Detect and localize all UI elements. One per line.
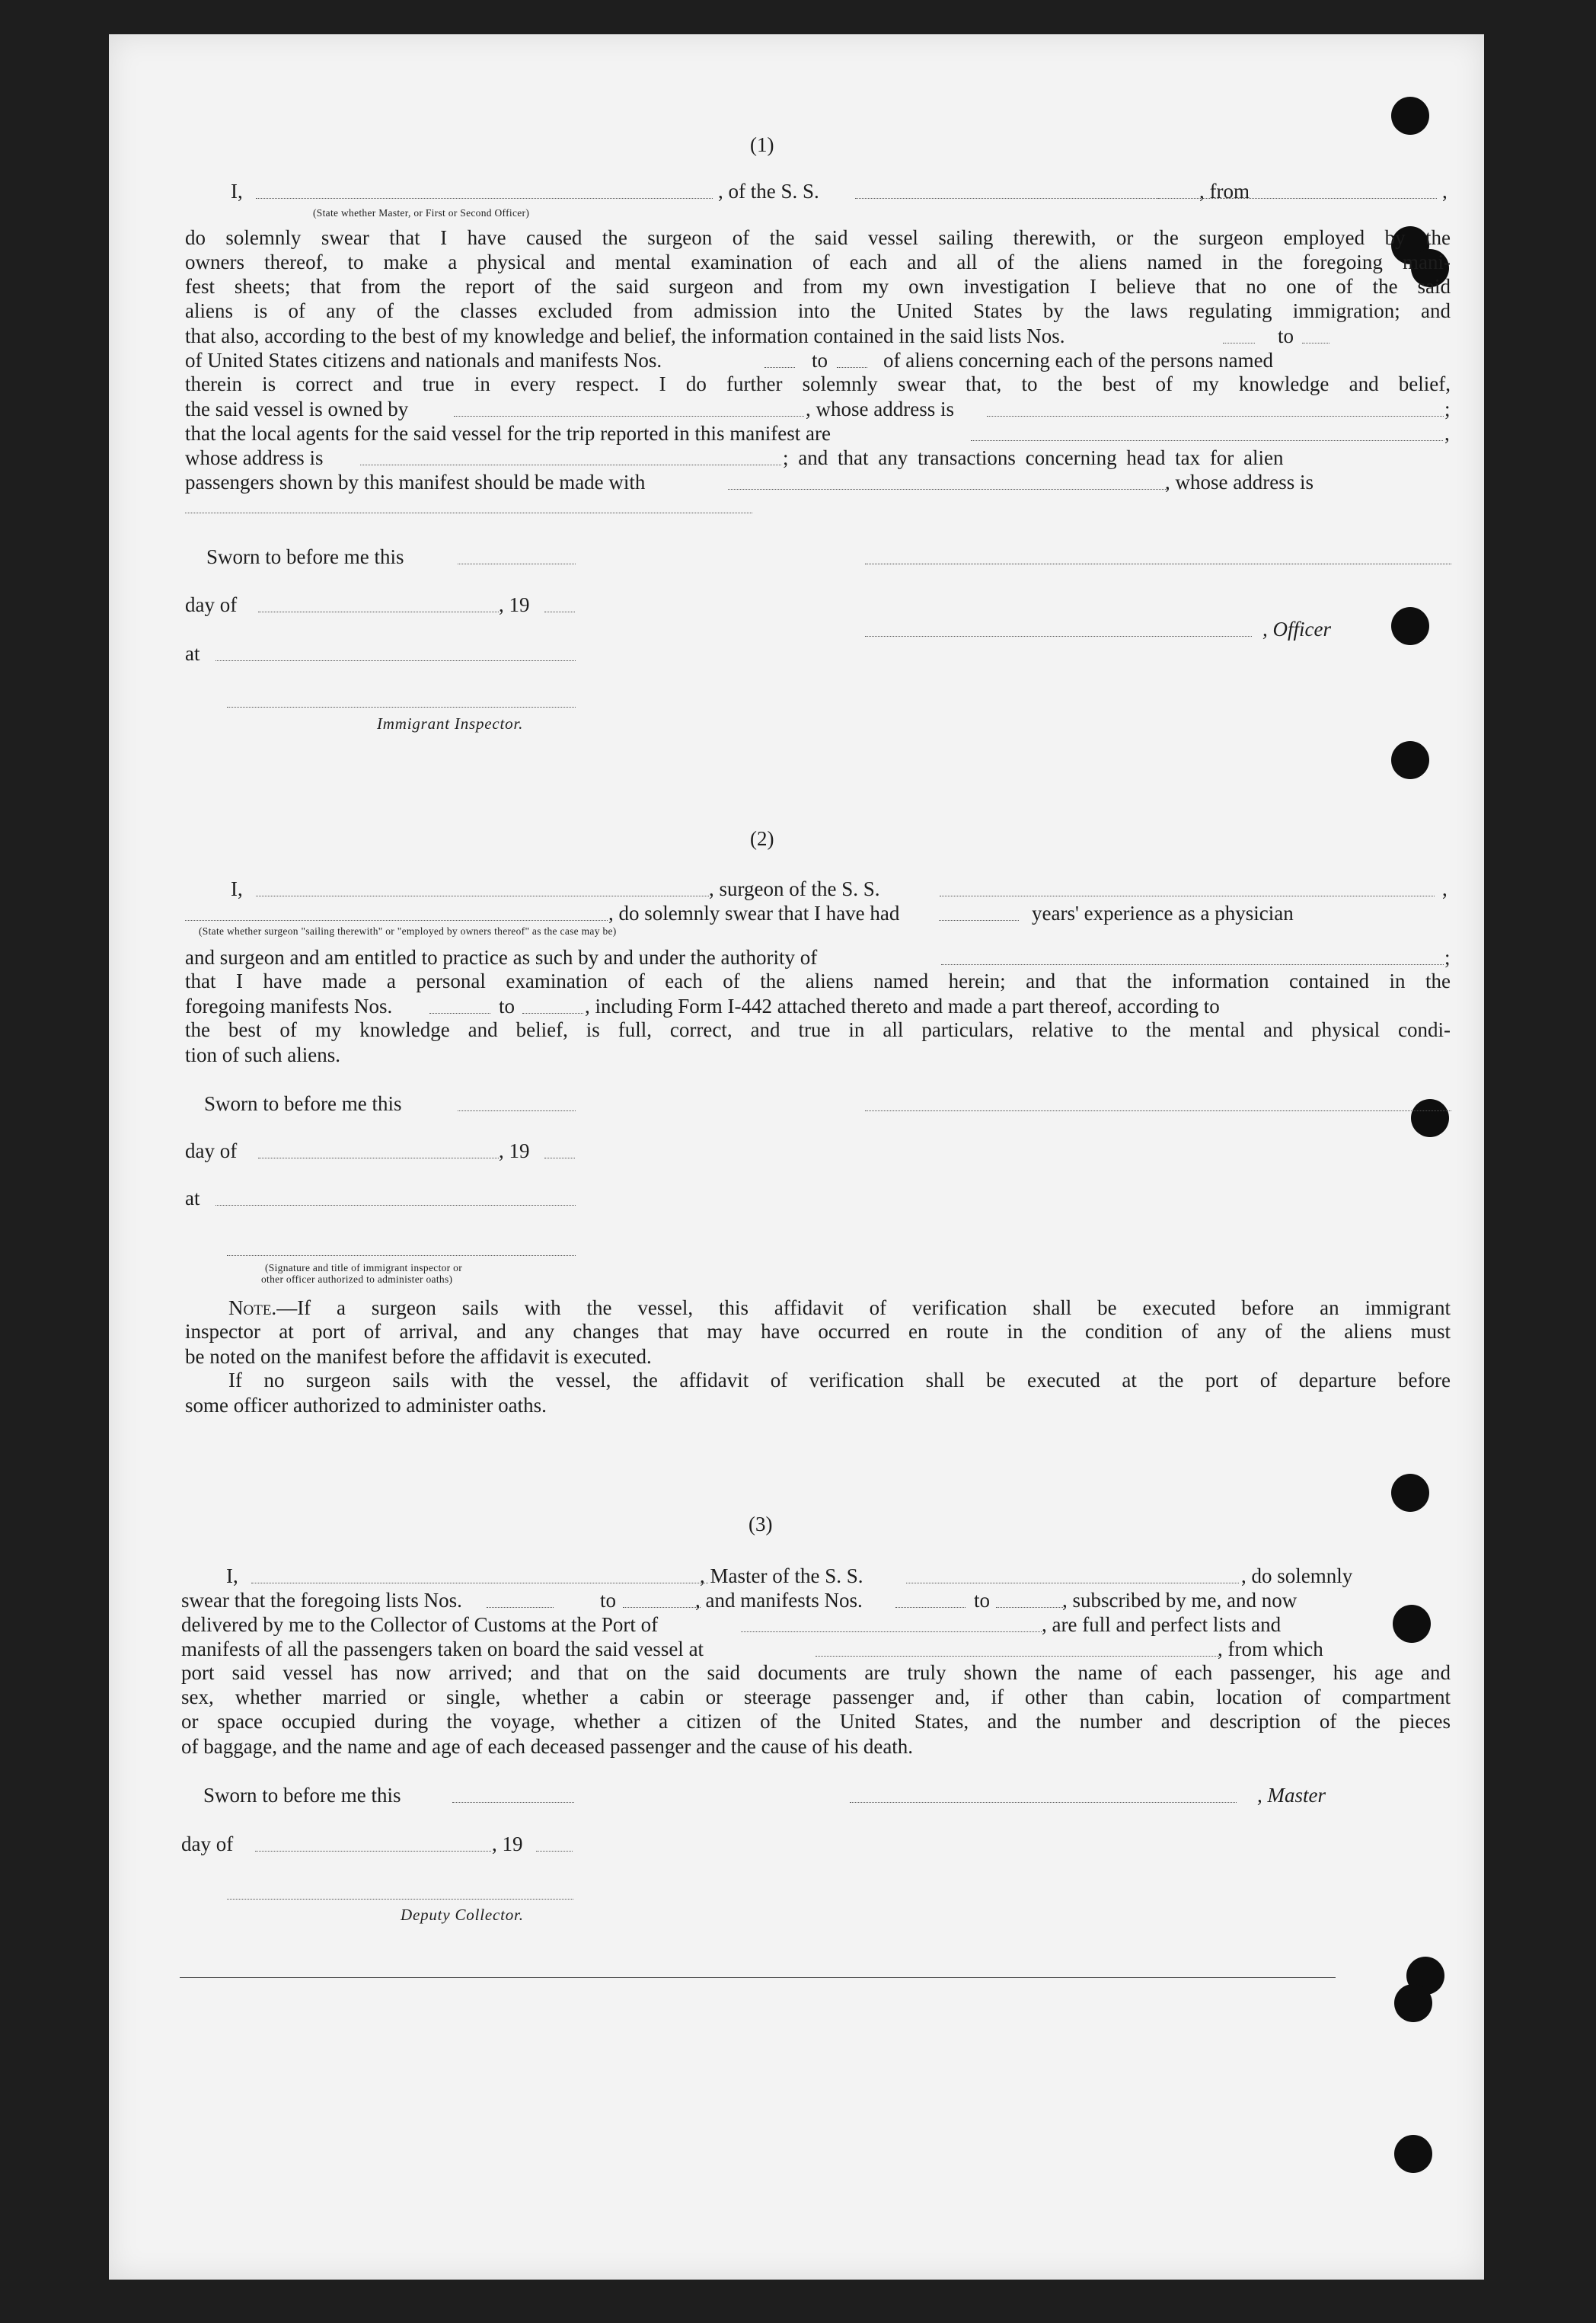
year-label: , 19 xyxy=(499,593,530,616)
at-place-field[interactable] xyxy=(215,1205,576,1206)
body-line: of United States citizens and nationals and manifests Nos. xyxy=(185,349,662,372)
section-number: (3) xyxy=(749,1513,773,1535)
bottom-rule xyxy=(180,1977,1336,1978)
at-label: at xyxy=(185,642,200,665)
port-label: delivered by me to the Collector of Customs at the Port of xyxy=(181,1613,659,1636)
sworn-label: Sworn to before me this xyxy=(203,1784,401,1807)
officer-caption: (State whether Master, or First or Second Officer) xyxy=(313,207,530,219)
lists-to-field[interactable] xyxy=(623,1607,701,1608)
surgeon-signature-field[interactable] xyxy=(865,1110,1451,1111)
deputy-signature-field[interactable] xyxy=(227,1899,573,1900)
inspector-label: Immigrant Inspector. xyxy=(377,714,524,733)
lists-label: swear that the foregoing lists Nos. xyxy=(181,1589,462,1612)
signature-caption: other officer authorized to administer oaths) xyxy=(261,1273,453,1285)
port-from-field[interactable] xyxy=(1158,198,1437,199)
day-of-label: day of xyxy=(181,1833,234,1855)
agents-address-label: whose address is xyxy=(185,446,324,469)
vessel-name-field[interactable] xyxy=(855,198,1198,199)
oath-line: I, xyxy=(231,877,243,900)
body-line: aliens is of any of the classes excluded from admission into the United States by the laws regulating immigration; and xyxy=(185,299,1451,322)
note-line: some officer authorized to administer oaths. xyxy=(185,1394,547,1417)
year-field[interactable] xyxy=(536,1851,573,1852)
day-of-label: day of xyxy=(185,593,238,616)
agents-label: that the local agents for the said vessel for the trip reported in this manifest are xyxy=(185,422,831,445)
to-label: to xyxy=(600,1589,617,1612)
manifests-from-field[interactable] xyxy=(895,1607,966,1608)
to-label: to xyxy=(974,1589,991,1612)
semicolon: ; xyxy=(1444,946,1451,969)
year-label: , 19 xyxy=(492,1833,523,1855)
officer-title-field[interactable] xyxy=(256,198,713,199)
body-line: therein is correct and true in every respect. I do further solemnly swear that, to the best of my knowledge and belief, xyxy=(185,372,1451,395)
body-line: ; and that any transactions concerning head tax for alien xyxy=(783,446,1284,469)
to-label: to xyxy=(812,349,828,372)
month-field[interactable] xyxy=(255,1851,491,1852)
owned-by-label: the said vessel is owned by xyxy=(185,398,409,420)
note-label: Note. xyxy=(228,1296,277,1319)
officer-label: , Officer xyxy=(1262,618,1331,641)
officer-signature-field[interactable] xyxy=(227,1255,576,1256)
vessel-label: , of the S. S. xyxy=(718,180,819,203)
body-line: , do solemnly xyxy=(1241,1564,1353,1587)
boarded-label: manifests of all the passengers taken on board the said vessel at xyxy=(181,1638,704,1660)
port-field[interactable] xyxy=(741,1631,1042,1632)
sworn-label: Sworn to before me this xyxy=(204,1092,402,1115)
head-tax-field[interactable] xyxy=(728,489,1167,490)
oath-line: I, xyxy=(231,180,243,203)
manifests-to-field[interactable] xyxy=(996,1607,1063,1608)
swear-label: , do solemnly swear that I have had xyxy=(608,902,900,925)
owner-address-field[interactable] xyxy=(987,416,1444,417)
sworn-date-field[interactable] xyxy=(452,1802,574,1803)
to-label: to xyxy=(1278,324,1294,347)
punch-hole xyxy=(1394,2135,1432,2173)
master-sig-label: , Master xyxy=(1257,1784,1326,1807)
day-of-label: day of xyxy=(185,1139,238,1162)
punch-hole xyxy=(1394,1984,1432,2022)
body-line: , subscribed by me, and now xyxy=(1062,1589,1298,1612)
surgeon-status-field[interactable] xyxy=(185,920,608,921)
years-label: years' experience as a physician xyxy=(1032,902,1294,925)
body-line: of aliens concerning each of the persons named xyxy=(883,349,1274,372)
manifests-to-field[interactable] xyxy=(522,1013,583,1014)
surgeon-label: , surgeon of the S. S. xyxy=(709,877,880,900)
body-line: owners thereof, to make a physical and mental examination of each and all of the aliens named in the foregoing mani- xyxy=(185,251,1451,273)
surgeon-caption: (State whether surgeon "sailing therewith" or "employed by owners thereof" as the case may be) xyxy=(199,925,617,937)
comma: , xyxy=(1442,877,1448,900)
comma: , xyxy=(1442,180,1448,203)
owner-field[interactable] xyxy=(454,416,804,417)
sworn-label: Sworn to before me this xyxy=(206,545,404,568)
semicolon: ; xyxy=(1444,398,1451,420)
to-label: to xyxy=(499,995,516,1018)
note-line: inspector at port of arrival, and any changes that may have occurred en route in the condition of any of the aliens must xyxy=(185,1320,1451,1343)
authority-field[interactable] xyxy=(941,964,1444,965)
body-line: fest sheets; that from the report of the said surgeon and from my own investigation I believe that no one of the said xyxy=(185,275,1451,298)
sworn-date-field[interactable] xyxy=(458,1110,576,1111)
lists-from-field[interactable] xyxy=(487,1607,554,1608)
body-line: , from which xyxy=(1218,1638,1323,1660)
note-line: be noted on the manifest before the affidavit is executed. xyxy=(185,1345,652,1368)
address-label: , whose address is xyxy=(806,398,954,420)
body-line: that I have made a personal examination of each of the aliens named herein; and that the information contained in the xyxy=(185,970,1451,992)
body-line: , including Form I-442 attached thereto and made a part thereof, according to xyxy=(585,995,1220,1018)
manifests-to-field[interactable] xyxy=(837,367,867,368)
year-label: , 19 xyxy=(499,1139,530,1162)
inspector-signature-field[interactable] xyxy=(227,707,576,708)
punch-hole xyxy=(1391,1474,1429,1512)
body-line: or space occupied during the voyage, whether a citizen of the United States, and the number and description of the pieces xyxy=(181,1710,1451,1733)
manifests-label: , and manifests Nos. xyxy=(695,1589,863,1612)
at-label: at xyxy=(185,1187,200,1209)
section-number: (2) xyxy=(750,827,774,850)
note-line: If no surgeon sails with the vessel, the affidavit of verification shall be executed at the port of departure before xyxy=(228,1369,1451,1392)
body-line: do solemnly swear that I have caused the surgeon of the said vessel sailing therewith, or the surgeon employed by the xyxy=(185,226,1451,249)
deputy-label: Deputy Collector. xyxy=(401,1906,524,1924)
body-line: port said vessel has now arrived; and that on the said documents are truly shown the name of each passenger, his age and xyxy=(181,1661,1451,1684)
authority-label: and surgeon and am entitled to practice as such by and under the authority of xyxy=(185,946,818,969)
agents-field[interactable] xyxy=(971,440,1443,441)
years-field[interactable] xyxy=(939,920,1019,921)
form-page xyxy=(109,34,1484,2280)
body-line: of baggage, and the name and age of each deceased passenger and the cause of his death. xyxy=(181,1735,914,1758)
manifests-from-field[interactable] xyxy=(764,367,795,368)
from-label: , from xyxy=(1199,180,1250,203)
head-tax-label: passengers shown by this manifest should be made with xyxy=(185,471,646,494)
punch-hole xyxy=(1391,741,1429,779)
oath-line: I, xyxy=(226,1564,238,1587)
comma: , xyxy=(1444,422,1450,445)
body-line: the best of my knowledge and belief, is full, correct, and true in all particulars, relative to the mental and physical condi- xyxy=(185,1018,1451,1041)
address-label: , whose address is xyxy=(1165,471,1314,494)
punch-hole xyxy=(1411,1099,1449,1137)
officer-signature-field[interactable] xyxy=(865,636,1252,637)
note-line: Note.—If a surgeon sails with the vessel, this affidavit of verification shall be executed before an immigrant xyxy=(228,1296,1451,1319)
at-place-field[interactable] xyxy=(215,660,576,661)
punch-hole xyxy=(1393,1605,1431,1643)
section-number: (1) xyxy=(750,133,774,156)
master-signature-field[interactable] xyxy=(850,1802,1237,1803)
master-label: , Master of the S. S. xyxy=(700,1564,863,1587)
manifests-from-field[interactable] xyxy=(429,1013,490,1014)
manifests-label: foregoing manifests Nos. xyxy=(185,995,393,1018)
body-line: sex, whether married or single, whether a cabin or steerage passenger and, if other than cabin, location of compartment xyxy=(181,1686,1451,1708)
punch-hole xyxy=(1391,607,1429,645)
punch-hole xyxy=(1391,97,1429,135)
boarding-port-field[interactable] xyxy=(816,1656,1219,1657)
body-line: that also, according to the best of my knowledge and belief, the information contained in the said lists Nos. xyxy=(185,324,1065,347)
body-line: , are full and perfect lists and xyxy=(1042,1613,1282,1636)
signature-caption: (Signature and title of immigrant inspector or xyxy=(265,1262,462,1273)
body-line: tion of such aliens. xyxy=(185,1043,340,1066)
